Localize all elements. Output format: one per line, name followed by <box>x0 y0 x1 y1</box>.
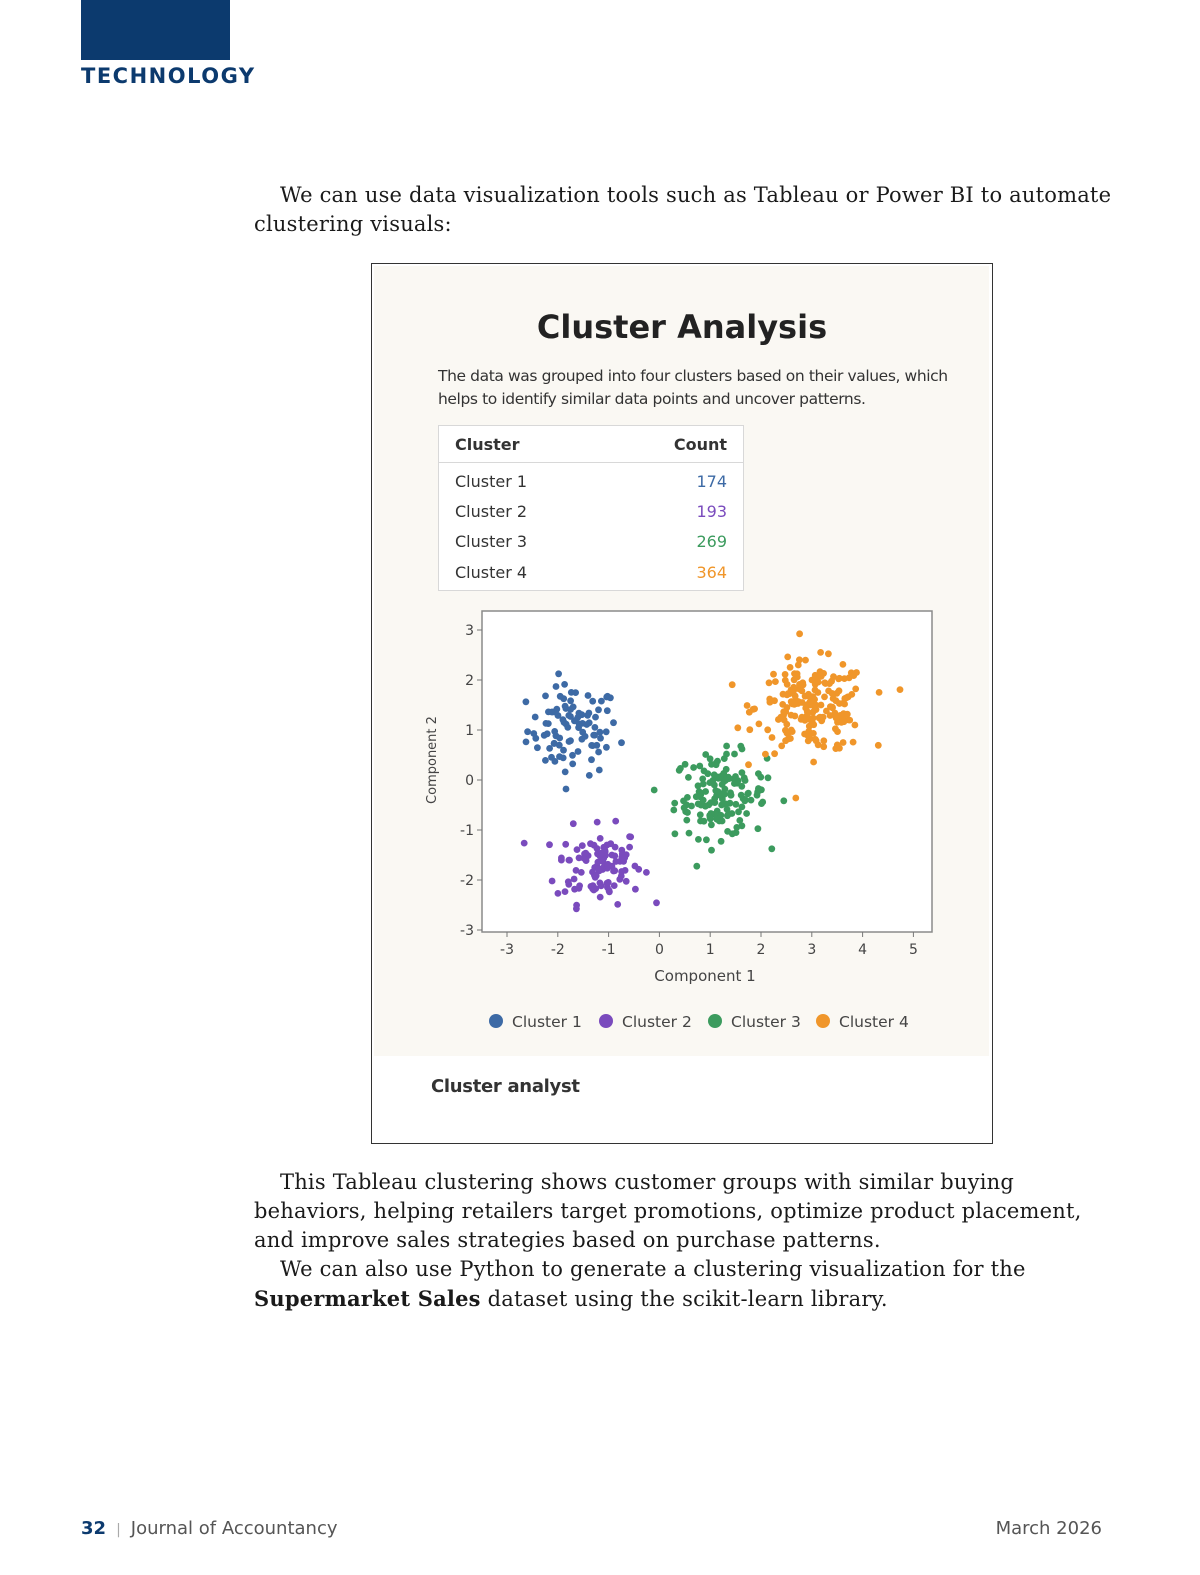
data-point <box>683 817 690 824</box>
data-point <box>606 887 613 894</box>
data-point <box>718 838 725 845</box>
data-point <box>771 750 778 757</box>
data-point <box>733 801 740 808</box>
data-point <box>568 689 575 696</box>
data-point <box>825 650 832 657</box>
data-point <box>850 739 857 746</box>
data-point <box>632 863 639 870</box>
data-point <box>614 901 621 908</box>
data-point <box>697 794 704 801</box>
data-point <box>800 682 807 689</box>
data-point <box>548 709 555 716</box>
data-point <box>785 729 792 736</box>
data-point <box>570 820 577 827</box>
data-point <box>734 780 741 787</box>
scatter-chart <box>372 264 992 1054</box>
data-point <box>723 743 730 750</box>
data-point <box>626 833 633 840</box>
data-point <box>546 841 553 848</box>
data-point <box>743 810 750 817</box>
data-point <box>686 830 693 837</box>
data-point <box>690 764 697 771</box>
data-point <box>542 693 549 700</box>
data-point <box>758 786 765 793</box>
data-point <box>530 730 537 737</box>
data-point <box>791 676 798 683</box>
data-point <box>573 905 580 912</box>
data-point <box>739 746 746 753</box>
footer-left <box>81 1518 338 1539</box>
data-point <box>840 661 847 668</box>
data-point <box>732 773 739 780</box>
data-point <box>731 751 738 758</box>
data-point <box>561 681 568 688</box>
data-point <box>532 714 539 721</box>
data-point <box>612 818 619 825</box>
data-point <box>593 742 600 749</box>
x-tick-label: 4 <box>858 942 868 958</box>
y-tick-label: -1 <box>460 823 474 839</box>
data-point <box>820 743 827 750</box>
data-point <box>707 815 714 822</box>
data-point <box>728 792 735 799</box>
data-point <box>626 844 633 851</box>
data-point <box>825 688 832 695</box>
data-point <box>573 867 580 874</box>
footer-separator: | <box>116 1522 121 1538</box>
data-point <box>765 774 772 781</box>
data-point <box>566 857 573 864</box>
data-point <box>714 758 721 765</box>
data-point <box>833 714 840 721</box>
data-point <box>685 774 692 781</box>
legend-label: Cluster 4 <box>839 1013 909 1031</box>
data-point <box>785 690 792 697</box>
row-label: Cluster 1 <box>455 472 528 491</box>
data-point <box>746 709 753 716</box>
data-point <box>595 859 602 866</box>
legend-marker <box>489 1014 503 1028</box>
x-tick-label: -3 <box>500 942 514 958</box>
legend-label: Cluster 2 <box>622 1013 692 1031</box>
data-point <box>769 734 776 741</box>
data-point <box>841 695 848 702</box>
data-point <box>834 728 841 735</box>
data-point <box>585 692 592 699</box>
data-point <box>579 842 586 849</box>
y-tick-label: -3 <box>460 923 474 939</box>
data-point <box>833 690 840 697</box>
data-point <box>829 704 836 711</box>
x-tick-label: 3 <box>807 942 817 958</box>
data-point <box>551 728 558 735</box>
intro-paragraph <box>254 181 1124 239</box>
y-tick-label: -2 <box>460 873 474 889</box>
data-point <box>811 703 818 710</box>
data-point <box>555 890 562 897</box>
data-point <box>778 743 785 750</box>
y-tick-label: 2 <box>465 673 474 689</box>
data-point <box>589 698 596 705</box>
data-point <box>817 649 824 656</box>
data-point <box>723 751 730 758</box>
data-point <box>746 726 753 733</box>
data-point <box>521 840 528 847</box>
data-point <box>548 754 555 761</box>
data-point <box>755 825 762 832</box>
data-point <box>708 761 715 768</box>
data-point <box>710 777 717 784</box>
data-point <box>569 761 576 768</box>
data-point <box>772 678 779 685</box>
data-point <box>562 769 569 776</box>
data-point <box>809 717 816 724</box>
row-label: Cluster 3 <box>455 532 528 551</box>
issue-date: March 2026 <box>995 1518 1102 1539</box>
x-tick-label: -2 <box>550 942 565 958</box>
data-point <box>597 894 604 901</box>
data-point <box>543 720 550 727</box>
data-point <box>670 807 677 814</box>
data-point <box>558 855 565 862</box>
data-point <box>609 852 616 859</box>
data-point <box>792 713 799 720</box>
section-label: TECHNOLOGY <box>81 64 256 88</box>
data-point <box>556 735 563 742</box>
data-point <box>595 749 602 756</box>
data-point <box>745 761 752 768</box>
chart-description: The data was grouped into four clusters based on their values, which helps to identify similar data points and uncover patterns. <box>438 367 948 408</box>
data-point <box>607 840 614 847</box>
data-point <box>549 878 556 885</box>
data-point <box>562 888 569 895</box>
row-label: Cluster 4 <box>455 563 528 582</box>
data-point <box>582 850 589 857</box>
data-point <box>822 680 829 687</box>
data-point <box>582 733 589 740</box>
data-point <box>613 858 620 865</box>
data-point <box>681 804 688 811</box>
data-point <box>817 714 824 721</box>
data-point <box>594 819 601 826</box>
data-point <box>852 686 859 693</box>
data-point <box>791 701 798 708</box>
data-point <box>534 744 541 751</box>
legend-marker <box>708 1014 722 1028</box>
data-point <box>571 886 578 893</box>
data-point <box>588 756 595 763</box>
data-point <box>770 671 777 678</box>
data-point <box>563 786 570 793</box>
data-point <box>524 728 531 735</box>
data-point <box>768 845 775 852</box>
x-tick-label: 2 <box>756 942 766 958</box>
row-count: 174 <box>696 472 727 491</box>
data-point <box>596 767 603 774</box>
outro-text-1: This Tableau clustering shows customer groups with similar buying behaviors, helping retailers target promotions, optimize product placement, and improve sales strategies based on purchase patterns. <box>254 1170 1082 1252</box>
data-point <box>567 713 574 720</box>
data-point <box>611 882 618 889</box>
data-point <box>605 863 612 870</box>
data-point <box>702 751 709 758</box>
x-tick-label: 1 <box>705 942 715 958</box>
data-point <box>542 757 549 764</box>
data-point <box>610 868 617 875</box>
data-point <box>724 812 731 819</box>
data-point <box>766 679 773 686</box>
data-point <box>810 759 817 766</box>
data-point <box>693 863 700 870</box>
data-point <box>840 739 847 746</box>
data-point <box>729 830 736 837</box>
dataset-name: Supermarket Sales <box>254 1286 481 1311</box>
y-axis-label: Component 2 <box>425 716 440 804</box>
data-point <box>708 821 715 828</box>
data-point <box>782 677 789 684</box>
data-point <box>744 702 751 709</box>
data-point <box>702 803 709 810</box>
data-point <box>778 714 785 721</box>
data-point <box>696 763 703 770</box>
data-point <box>603 728 610 735</box>
data-point <box>830 673 837 680</box>
data-point <box>700 781 707 788</box>
data-point <box>759 799 766 806</box>
data-point <box>764 726 771 733</box>
data-point <box>780 797 787 804</box>
data-point <box>590 887 597 894</box>
data-point <box>621 854 628 861</box>
data-point <box>555 670 562 677</box>
legend-label: Cluster 3 <box>731 1013 801 1031</box>
data-point <box>811 696 818 703</box>
data-point <box>784 654 791 661</box>
data-point <box>553 683 560 690</box>
data-point <box>592 724 599 731</box>
legend-marker <box>816 1014 830 1028</box>
y-tick-label: 1 <box>465 723 474 739</box>
data-point <box>812 736 819 743</box>
data-point <box>571 876 578 883</box>
data-point <box>597 835 604 842</box>
data-point <box>802 657 809 664</box>
data-point <box>812 681 819 688</box>
data-point <box>680 798 687 805</box>
data-point <box>623 878 630 885</box>
x-tick-label: 0 <box>654 942 664 958</box>
data-point <box>671 800 678 807</box>
data-point <box>796 656 803 663</box>
data-point <box>651 787 658 794</box>
data-point <box>846 674 853 681</box>
page-number: 32 <box>81 1518 107 1539</box>
data-point <box>739 822 746 829</box>
data-point <box>704 770 711 777</box>
outro-text-2-post: dataset using the scikit-learn library. <box>480 1287 888 1311</box>
data-point <box>711 799 718 806</box>
data-point <box>586 772 593 779</box>
data-point <box>741 774 748 781</box>
outro-text-2 <box>254 1255 1124 1314</box>
data-point <box>703 836 710 843</box>
data-point <box>677 765 684 772</box>
data-point <box>697 818 704 825</box>
row-label: Cluster 2 <box>455 502 528 521</box>
data-point <box>567 697 574 704</box>
data-point <box>604 707 611 714</box>
data-point <box>757 774 764 781</box>
data-point <box>597 735 604 742</box>
data-point <box>713 816 720 823</box>
data-point <box>602 847 609 854</box>
data-point <box>708 847 715 854</box>
outro-paragraphs <box>254 1168 1124 1314</box>
data-point <box>792 795 799 802</box>
data-point <box>618 739 625 746</box>
data-point <box>575 748 582 755</box>
data-point <box>771 697 778 704</box>
data-point <box>748 797 755 804</box>
data-point <box>560 747 567 754</box>
data-point <box>718 802 725 809</box>
data-point <box>672 830 679 837</box>
row-count: 269 <box>696 532 727 551</box>
header-cluster: Cluster <box>455 435 520 454</box>
data-point <box>875 742 882 749</box>
data-point <box>734 724 741 731</box>
data-point <box>593 872 600 879</box>
data-point <box>595 866 602 873</box>
data-point <box>897 686 904 693</box>
data-point <box>576 710 583 717</box>
journal-name: Journal of Accountancy <box>130 1518 338 1539</box>
x-axis-label: Component 1 <box>654 967 756 985</box>
data-point <box>794 670 801 677</box>
data-point <box>697 811 704 818</box>
data-point <box>762 751 769 758</box>
figure-caption: Cluster analyst <box>431 1076 580 1097</box>
data-point <box>844 711 851 718</box>
data-point <box>729 681 736 688</box>
data-point <box>632 886 639 893</box>
legend-label: Cluster 1 <box>512 1013 582 1031</box>
data-point <box>787 664 794 671</box>
data-point <box>779 701 786 708</box>
data-point <box>557 693 564 700</box>
data-point <box>820 737 827 744</box>
data-point <box>597 729 604 736</box>
data-point <box>560 716 567 723</box>
data-point <box>597 880 604 887</box>
chart-title: Cluster Analysis <box>536 308 828 346</box>
data-point <box>562 841 569 848</box>
y-tick-label: 0 <box>465 773 474 789</box>
data-point <box>738 792 745 799</box>
data-point <box>820 670 827 677</box>
data-point <box>739 804 746 811</box>
cluster-figure <box>371 263 993 1144</box>
data-point <box>695 836 702 843</box>
data-point <box>604 693 611 700</box>
data-point <box>716 792 723 799</box>
data-point <box>610 719 617 726</box>
row-count: 193 <box>696 502 727 521</box>
data-point <box>876 689 883 696</box>
row-count: 364 <box>696 563 727 582</box>
data-point <box>523 698 530 705</box>
data-point <box>756 721 763 728</box>
y-tick-label: 3 <box>465 623 474 639</box>
data-point <box>782 708 789 715</box>
data-point <box>569 752 576 759</box>
data-point <box>605 879 612 886</box>
legend-marker <box>599 1014 613 1028</box>
data-point <box>544 730 551 737</box>
outro-text-2-pre: We can also use Python to generate a clustering visualization for the <box>280 1257 1026 1281</box>
data-point <box>720 770 727 777</box>
data-point <box>567 706 574 713</box>
data-point <box>595 706 602 713</box>
data-point <box>821 694 828 701</box>
data-point <box>741 798 748 805</box>
x-tick-label: 5 <box>908 942 918 958</box>
header-count: Count <box>673 435 727 454</box>
data-point <box>796 630 803 637</box>
data-point <box>745 790 752 797</box>
data-point <box>565 881 572 888</box>
data-point <box>799 688 806 695</box>
data-point <box>603 744 610 751</box>
data-point <box>846 717 853 724</box>
data-point <box>790 684 797 691</box>
data-point <box>782 671 789 678</box>
data-point <box>805 728 812 735</box>
data-point <box>801 716 808 723</box>
data-point <box>586 719 593 726</box>
data-point <box>832 745 839 752</box>
data-point <box>643 869 650 876</box>
data-point <box>586 710 593 717</box>
data-point <box>722 777 729 784</box>
data-point <box>560 755 567 762</box>
data-point <box>523 739 530 746</box>
data-point <box>852 722 859 729</box>
section-color-block <box>81 0 230 60</box>
data-point <box>618 868 625 875</box>
data-point <box>546 745 553 752</box>
intro-text: We can use data visualization tools such as Tableau or Power BI to automate clustering visuals: <box>254 183 1112 236</box>
data-point <box>653 899 660 906</box>
data-point <box>567 737 574 744</box>
data-point <box>841 718 848 725</box>
x-tick-label: -1 <box>601 942 616 958</box>
data-point <box>592 714 599 721</box>
